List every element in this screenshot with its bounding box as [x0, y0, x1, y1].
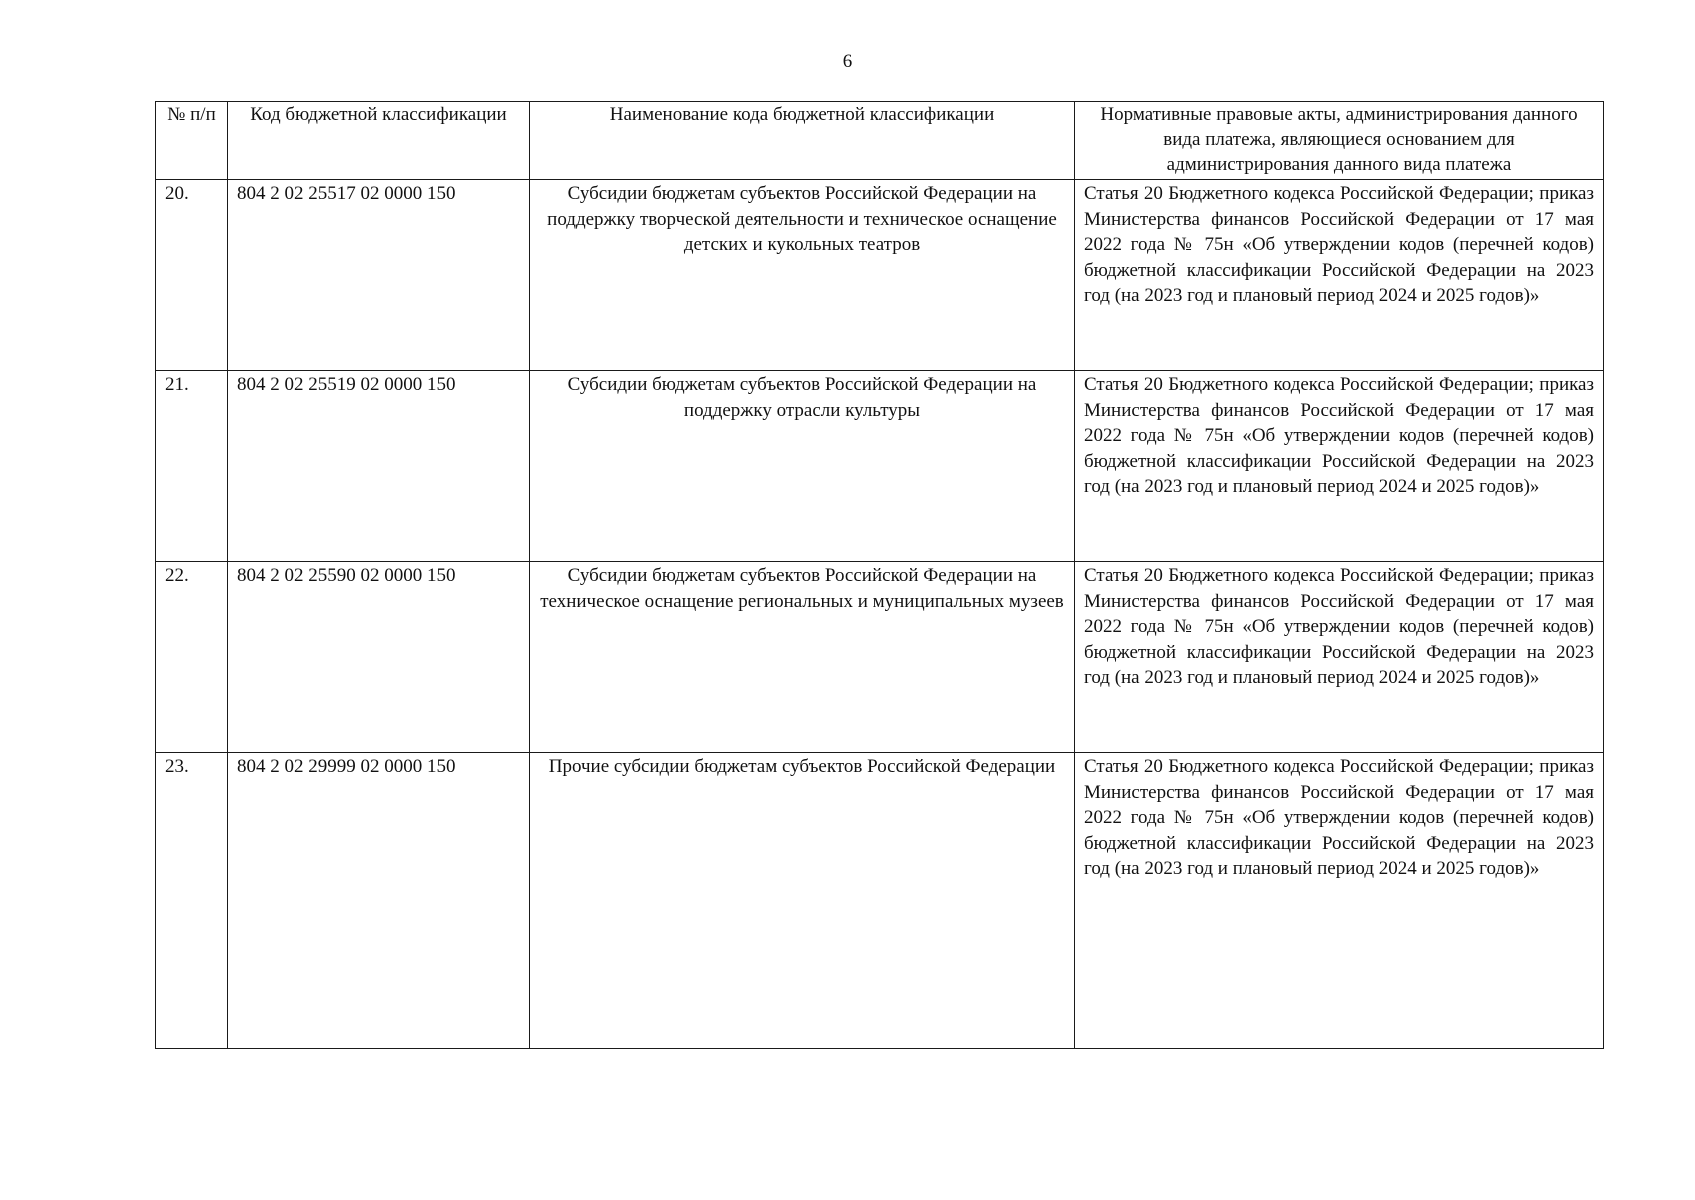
legal-acts: Статья 20 Бюджетного кодекса Российской Федерации; приказ Министерства финансов Российской Федерации от 17 мая 2022 года № 75н «Об утверждении кодов (перечней кодов) бюджетной классификации Российской Федерации на 2023 год (на 2023 год и плановый период 2024 и 2025 годов)»	[1075, 753, 1604, 1049]
budget-classification-table	[155, 101, 1604, 1049]
table-row	[156, 562, 1604, 753]
header-num: № п/п	[156, 102, 228, 180]
legal-acts: Статья 20 Бюджетного кодекса Российской Федерации; приказ Министерства финансов Российской Федерации от 17 мая 2022 года № 75н «Об утверждении кодов (перечней кодов) бюджетной классификации Российской Федерации на 2023 год (на 2023 год и плановый период 2024 и 2025 годов)»	[1075, 180, 1604, 371]
table-header-row	[156, 102, 1604, 180]
table-row	[156, 753, 1604, 1049]
header-name: Наименование кода бюджетной классификации	[530, 102, 1075, 180]
row-number: 22.	[156, 562, 228, 753]
legal-acts: Статья 20 Бюджетного кодекса Российской Федерации; приказ Министерства финансов Российской Федерации от 17 мая 2022 года № 75н «Об утверждении кодов (перечней кодов) бюджетной классификации Российской Федерации на 2023 год (на 2023 год и плановый период 2024 и 2025 годов)»	[1075, 371, 1604, 562]
budget-code: 804 2 02 29999 02 0000 150	[228, 753, 530, 1049]
code-name: Прочие субсидии бюджетам субъектов Российской Федерации	[530, 753, 1075, 1049]
table-row	[156, 180, 1604, 371]
header-code: Код бюджетной классификации	[228, 102, 530, 180]
row-number: 20.	[156, 180, 228, 371]
code-name: Субсидии бюджетам субъектов Российской Федерации на поддержку отрасли культуры	[530, 371, 1075, 562]
budget-code: 804 2 02 25590 02 0000 150	[228, 562, 530, 753]
budget-code: 804 2 02 25519 02 0000 150	[228, 371, 530, 562]
code-name: Субсидии бюджетам субъектов Российской Федерации на техническое оснащение региональных и муниципальных музеев	[530, 562, 1075, 753]
row-number: 21.	[156, 371, 228, 562]
code-name: Субсидии бюджетам субъектов Российской Федерации на поддержку творческой деятельности и техническое оснащение детских и кукольных театров	[530, 180, 1075, 371]
budget-code: 804 2 02 25517 02 0000 150	[228, 180, 530, 371]
table-row	[156, 371, 1604, 562]
legal-acts: Статья 20 Бюджетного кодекса Российской Федерации; приказ Министерства финансов Российской Федерации от 17 мая 2022 года № 75н «Об утверждении кодов (перечней кодов) бюджетной классификации Российской Федерации на 2023 год (на 2023 год и плановый период 2024 и 2025 годов)»	[1075, 562, 1604, 753]
page-number: 6	[842, 51, 853, 72]
header-acts: Нормативные правовые акты, администрирования данного вида платежа, являющиеся основанием для администрирования данного вида платежа	[1075, 102, 1604, 180]
row-number: 23.	[156, 753, 228, 1049]
